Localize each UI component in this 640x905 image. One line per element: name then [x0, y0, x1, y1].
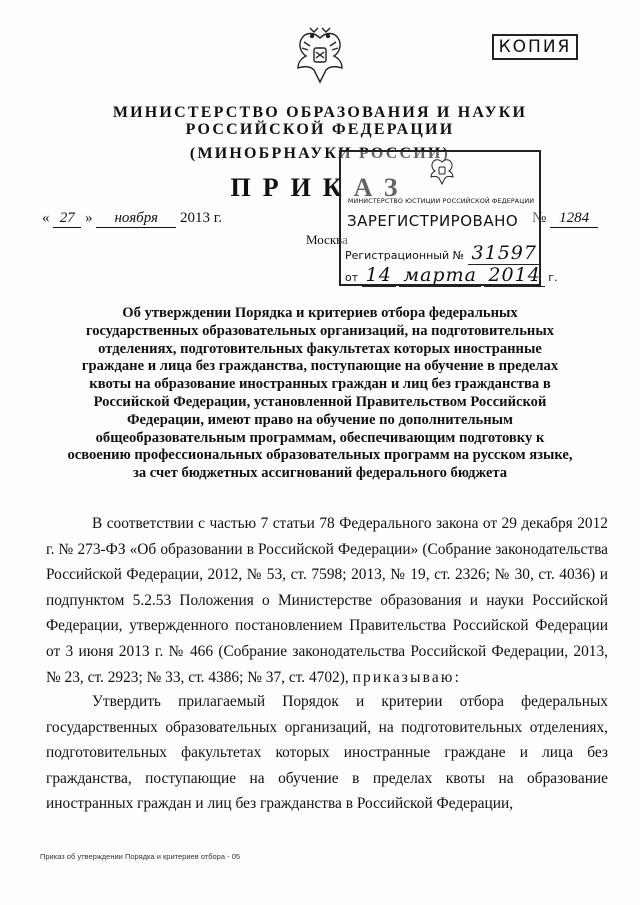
- number-value: 1284: [550, 210, 598, 228]
- stamp-reg-label: Регистрационный №: [345, 249, 465, 262]
- stamp-date-year: 2014: [484, 264, 544, 287]
- ministry-name-line1: МИНИСТЕРСТВО ОБРАЗОВАНИЯ И НАУКИ: [112, 104, 528, 121]
- copy-mark: КОПИЯ: [492, 34, 578, 60]
- date-close-quote: »: [85, 210, 93, 226]
- stamp-date-line: [345, 264, 558, 286]
- order-date: [42, 210, 222, 228]
- date-day: 27: [53, 210, 81, 228]
- order-word: приказываю:: [352, 668, 462, 686]
- stamp-emblem-icon: [429, 156, 455, 186]
- footer-note: Приказ об утверждении Порядка и критериев отбора - 05: [40, 852, 241, 861]
- document-type-title: ПРИКАЗ: [230, 173, 410, 202]
- stamp-date-prefix: от: [345, 271, 359, 284]
- ministry-name-line2: РОССИЙСКОЙ ФЕДЕРАЦИИ: [185, 121, 455, 138]
- double-headed-eagle-emblem-icon: [292, 26, 348, 88]
- registration-stamp: [339, 150, 558, 286]
- city: Москва: [306, 232, 348, 247]
- order-title: Об утверждении Порядка и критериев отбора федеральных государственных образовательных организаций, на подготовительных отделениях, подготовительных факультетах которых иностранные граждане и лица без гражданства, поступающие на обучение в пределах квоты на образование иностранных граждан и лиц без гражданства в Российской Федерации, установленной Правительством Российской Федерации, имеют право на обучение по дополнительным общеобразовательным программам, обеспечивающим подготовку к освоению профессиональных образовательных программ на русском языке, за счет бюджетных ассигнований федерального бюджета: [67, 305, 573, 482]
- stamp-reg-number: 31597: [468, 242, 541, 265]
- stamp-status: ЗАРЕГИСТРИРОВАНО: [347, 212, 519, 230]
- paragraph-1-text: В соответствии с частью 7 статьи 78 Федерального закона от 29 декабря 2012 г. № 273-ФЗ «Об образовании в Российской Федерации» (Собрание законодательства Российской Федерации, 2012, № 53, ст. 7598; 2013, № 19, ст. 2326; № 30, ст. 4036) и подпунктом 5.2.53 Положения о Министерстве образования и науки Российской Федерации, утвержденного постановлением Правительства Российской Федерации от 3 июня 2013 г. № 466 (Собрание законодательства Российской Федерации, 2013, № 23, ст. 2923; № 33, ст. 4386; № 37, ст. 4702),: [46, 515, 608, 686]
- order-number: [532, 210, 598, 228]
- stamp-date-month: марта: [399, 264, 481, 287]
- stamp-registration-line: [345, 242, 541, 264]
- body-paragraph-1: [46, 511, 608, 690]
- date-month: ноября: [96, 210, 176, 228]
- ministry-short-name: (МИНОБРНАУКИ РОССИИ): [189, 145, 451, 162]
- date-open-quote: «: [42, 210, 50, 226]
- stamp-organization: МИНИСТЕРСТВО ЮСТИЦИИ РОССИЙСКОЙ ФЕДЕРАЦИИ: [347, 197, 535, 205]
- stamp-date-day: 14: [362, 264, 396, 287]
- number-prefix: №: [532, 210, 547, 226]
- body-paragraph-2: Утвердить прилагаемый Порядок и критерии отбора федеральных государственных образовательных организаций, на подготовительных отделениях, подготовительных факультетах которых иностранные граждане и лица без гражданства, поступающие на обучение в пределах квоты на образование иностранных граждан и лиц без гражданства в Российской Федерации,: [46, 693, 608, 813]
- stamp-date-suffix: г.: [548, 271, 558, 284]
- date-year: 2013 г.: [180, 210, 222, 226]
